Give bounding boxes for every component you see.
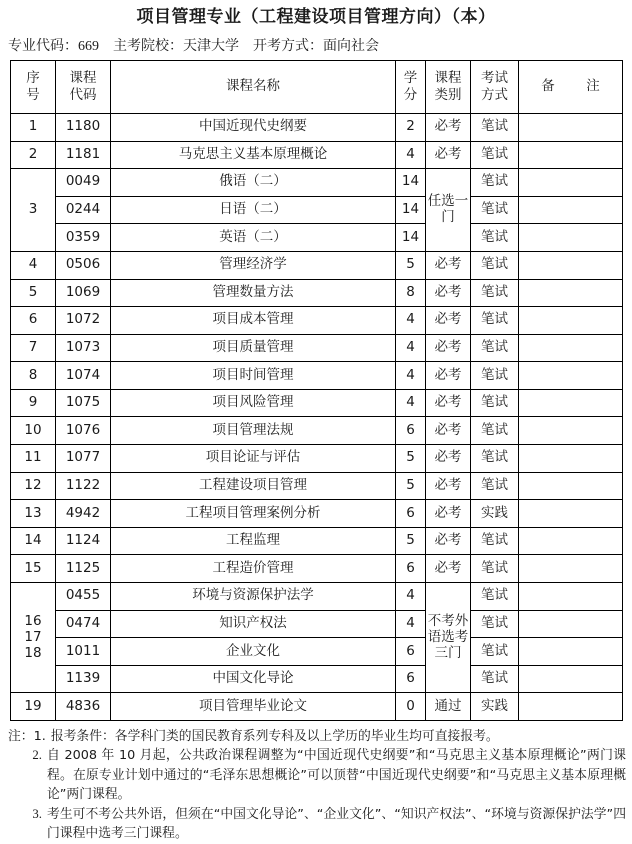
- cell-exam-mode: 笔试: [471, 555, 519, 583]
- cell-exam-mode: 笔试: [471, 583, 519, 611]
- cell-course-code: 0244: [56, 196, 111, 224]
- cell-course-name: 项目质量管理: [111, 334, 396, 362]
- cell-note: [519, 113, 623, 141]
- cell-course-code: 1074: [56, 362, 111, 390]
- column-header-seq-line1: 序: [26, 70, 40, 87]
- cell-seq: 5: [11, 279, 56, 307]
- column-header-exam-line1: 考试: [481, 70, 508, 87]
- table-body: [11, 113, 623, 720]
- cell-category: 必考: [426, 307, 471, 335]
- cell-exam-mode: 笔试: [471, 279, 519, 307]
- cell-exam-mode: 笔试: [471, 224, 519, 252]
- cell-course-name: 管理经济学: [111, 251, 396, 279]
- cell-course-code: 1075: [56, 389, 111, 417]
- cell-credit: 6: [396, 417, 426, 445]
- column-header-note-text: 备 注: [541, 77, 609, 94]
- cell-seq-group: 3: [11, 169, 56, 252]
- note-item: [8, 746, 626, 804]
- cell-course-name: 管理数量方法: [111, 279, 396, 307]
- cell-seq: 2: [11, 141, 56, 169]
- table-row: [11, 362, 623, 390]
- cell-seq: 14: [11, 527, 56, 555]
- column-header-exam: [471, 60, 519, 113]
- table-row: [11, 224, 623, 252]
- major-meta-line: [0, 31, 632, 60]
- cell-credit: 14: [396, 224, 426, 252]
- table-row: [11, 141, 623, 169]
- cell-category-group: 任选一门: [426, 169, 471, 252]
- cell-category: 必考: [426, 334, 471, 362]
- notes-block: [0, 727, 632, 844]
- page-title: 项目管理专业（工程建设项目管理方向）（本）: [136, 7, 496, 27]
- cell-note: [519, 417, 623, 445]
- table-row: [11, 307, 623, 335]
- major-code-label: 专业代码：: [8, 37, 78, 54]
- cell-credit: 6: [396, 500, 426, 528]
- cell-credit: 4: [396, 307, 426, 335]
- cell-seq: 19: [11, 693, 56, 721]
- cell-course-name: 工程造价管理: [111, 555, 396, 583]
- column-header-credit: [396, 60, 426, 113]
- cell-credit: 5: [396, 445, 426, 473]
- cell-course-name: 项目成本管理: [111, 307, 396, 335]
- cell-note: [519, 500, 623, 528]
- cell-seq: 8: [11, 362, 56, 390]
- cell-category: 必考: [426, 500, 471, 528]
- cell-note: [519, 527, 623, 555]
- curriculum-table: [10, 60, 623, 721]
- cell-course-code: 1077: [56, 445, 111, 473]
- cell-course-code: 1181: [56, 141, 111, 169]
- note-number: 1.: [33, 729, 46, 744]
- cell-category: 必考: [426, 555, 471, 583]
- cell-exam-mode: 笔试: [471, 307, 519, 335]
- note-text: 报考条件：各学科门类的国民教育系列专科及以上学历的毕业生均可直接报考。: [50, 729, 499, 744]
- cell-note: [519, 389, 623, 417]
- cell-seq: 10: [11, 417, 56, 445]
- table-row: [11, 279, 623, 307]
- note-number: 3.: [32, 806, 42, 821]
- cell-exam-mode: 笔试: [471, 665, 519, 693]
- cell-note: [519, 169, 623, 197]
- cell-course-name: 项目管理毕业论文: [111, 693, 396, 721]
- cell-note: [519, 472, 623, 500]
- table-row: [11, 583, 623, 611]
- note-item: [8, 805, 626, 844]
- column-header-category: [426, 60, 471, 113]
- column-header-note: [519, 60, 623, 113]
- cell-course-code: 0455: [56, 583, 111, 611]
- cell-credit: 4: [396, 583, 426, 611]
- cell-note: [519, 638, 623, 666]
- table-row: [11, 472, 623, 500]
- cell-course-name: 英语（二）: [111, 224, 396, 252]
- cell-course-code: 1125: [56, 555, 111, 583]
- cell-exam-mode: 笔试: [471, 113, 519, 141]
- cell-credit: 5: [396, 527, 426, 555]
- cell-credit: 14: [396, 169, 426, 197]
- cell-credit: 5: [396, 472, 426, 500]
- table-row: [11, 445, 623, 473]
- cell-exam-mode: 实践: [471, 500, 519, 528]
- cell-category: 必考: [426, 389, 471, 417]
- cell-category: 必考: [426, 251, 471, 279]
- cell-seq: 15: [11, 555, 56, 583]
- cell-credit: 5: [396, 251, 426, 279]
- cell-category: 必考: [426, 141, 471, 169]
- note-text: 自 2008 年 10 月起，公共政治课程调整为“中国近现代史纲要”和“马克思主义基本原理概论”两门课程。在原专业计划中通过的“毛泽东思想概论”可以顶替“中国近现代史纲要”和“马克思主义基本原理概论”两门课程。: [47, 748, 626, 803]
- cell-exam-mode: 笔试: [471, 169, 519, 197]
- cell-exam-mode: 笔试: [471, 362, 519, 390]
- cell-course-code: 4942: [56, 500, 111, 528]
- cell-course-code: 4836: [56, 693, 111, 721]
- cell-category: 必考: [426, 445, 471, 473]
- cell-note: [519, 362, 623, 390]
- table-row: [11, 665, 623, 693]
- table-header-row: [11, 60, 623, 113]
- cell-category: 通过: [426, 693, 471, 721]
- cell-course-code: 1076: [56, 417, 111, 445]
- cell-credit: 4: [396, 389, 426, 417]
- cell-credit: 6: [396, 638, 426, 666]
- table-row: [11, 555, 623, 583]
- cell-exam-mode: 笔试: [471, 251, 519, 279]
- cell-seq: 7: [11, 334, 56, 362]
- column-header-code-line1: 课程: [69, 70, 97, 87]
- table-row: [11, 693, 623, 721]
- cell-course-code: 1180: [56, 113, 111, 141]
- cell-note: [519, 445, 623, 473]
- table-row: [11, 113, 623, 141]
- cell-note: [519, 665, 623, 693]
- cell-course-name: 项目风险管理: [111, 389, 396, 417]
- cell-note: [519, 334, 623, 362]
- cell-note: [519, 555, 623, 583]
- cell-credit: 14: [396, 196, 426, 224]
- cell-course-name: 马克思主义基本原理概论: [111, 141, 396, 169]
- table-row: [11, 500, 623, 528]
- cell-exam-mode: 笔试: [471, 389, 519, 417]
- cell-course-name: 中国文化导论: [111, 665, 396, 693]
- note-text: 考生可不考公共外语，但须在“中国文化导论”、“企业文化”、“知识产权法”、“环境与资源保护法学”四门课程中选考三门课程。: [47, 806, 626, 842]
- cell-note: [519, 693, 623, 721]
- note-number: 2.: [32, 748, 42, 763]
- cell-seq-group: 16 17 18: [11, 583, 56, 693]
- column-header-name: 课程名称: [111, 60, 396, 113]
- cell-course-code: 1139: [56, 665, 111, 693]
- cell-note: [519, 279, 623, 307]
- cell-seq: 13: [11, 500, 56, 528]
- cell-course-code: 1069: [56, 279, 111, 307]
- cell-course-name: 企业文化: [111, 638, 396, 666]
- column-header-seq-line2: 号: [26, 86, 40, 103]
- cell-credit: 4: [396, 362, 426, 390]
- cell-exam-mode: 实践: [471, 693, 519, 721]
- cell-seq: 1: [11, 113, 56, 141]
- cell-note: [519, 251, 623, 279]
- cell-credit: 8: [396, 279, 426, 307]
- cell-course-code: 0506: [56, 251, 111, 279]
- cell-note: [519, 196, 623, 224]
- notes-prefix: 注：: [8, 729, 34, 744]
- cell-course-name: 日语（二）: [111, 196, 396, 224]
- cell-seq: 4: [11, 251, 56, 279]
- cell-course-name: 环境与资源保护法学: [111, 583, 396, 611]
- cell-credit: 4: [396, 334, 426, 362]
- cell-seq: 6: [11, 307, 56, 335]
- table-row: [11, 169, 623, 197]
- host-school-value: 天津大学: [183, 37, 239, 54]
- exam-mode-value: 面向社会: [323, 37, 379, 54]
- cell-seq: 11: [11, 445, 56, 473]
- cell-exam-mode: 笔试: [471, 445, 519, 473]
- cell-course-code: 1124: [56, 527, 111, 555]
- cell-course-name: 项目时间管理: [111, 362, 396, 390]
- cell-seq: 12: [11, 472, 56, 500]
- column-header-category-line2: 类别: [434, 86, 462, 103]
- cell-seq: 9: [11, 389, 56, 417]
- cell-exam-mode: 笔试: [471, 610, 519, 638]
- cell-credit: 4: [396, 610, 426, 638]
- major-code-value: 669: [78, 38, 99, 54]
- table-row: [11, 417, 623, 445]
- cell-category-group: 不考外语选考三门: [426, 583, 471, 693]
- cell-course-code: 0474: [56, 610, 111, 638]
- cell-course-name: 俄语（二）: [111, 169, 396, 197]
- cell-note: [519, 307, 623, 335]
- cell-note: [519, 224, 623, 252]
- cell-course-name: 工程建设项目管理: [111, 472, 396, 500]
- table-row: [11, 251, 623, 279]
- exam-mode-label: 开考方式：: [253, 37, 323, 54]
- cell-course-code: 1073: [56, 334, 111, 362]
- table-row: [11, 527, 623, 555]
- cell-exam-mode: 笔试: [471, 527, 519, 555]
- cell-course-name: 项目管理法规: [111, 417, 396, 445]
- column-header-exam-line2: 方式: [481, 86, 508, 103]
- cell-credit: 6: [396, 555, 426, 583]
- cell-category: 必考: [426, 113, 471, 141]
- cell-course-code: 0049: [56, 169, 111, 197]
- cell-exam-mode: 笔试: [471, 141, 519, 169]
- note-item: [8, 727, 626, 746]
- cell-course-name: 中国近现代史纲要: [111, 113, 396, 141]
- table-row: [11, 638, 623, 666]
- cell-exam-mode: 笔试: [471, 334, 519, 362]
- column-header-code: [56, 60, 111, 113]
- host-school-label: 主考院校：: [113, 37, 183, 54]
- cell-credit: 2: [396, 113, 426, 141]
- table-header: [11, 60, 623, 113]
- cell-category: 必考: [426, 417, 471, 445]
- cell-exam-mode: 笔试: [471, 196, 519, 224]
- cell-note: [519, 583, 623, 611]
- table-row: [11, 334, 623, 362]
- cell-course-name: 项目论证与评估: [111, 445, 396, 473]
- cell-course-code: 0359: [56, 224, 111, 252]
- cell-note: [519, 610, 623, 638]
- cell-exam-mode: 笔试: [471, 417, 519, 445]
- column-header-seq: [11, 60, 56, 113]
- cell-course-name: 知识产权法: [111, 610, 396, 638]
- table-row: [11, 610, 623, 638]
- cell-course-name: 工程项目管理案例分析: [111, 500, 396, 528]
- column-header-credit-line2: 分: [403, 86, 418, 103]
- table-row: [11, 389, 623, 417]
- cell-course-name: 工程监理: [111, 527, 396, 555]
- cell-category: 必考: [426, 279, 471, 307]
- cell-exam-mode: 笔试: [471, 638, 519, 666]
- cell-course-code: 1011: [56, 638, 111, 666]
- cell-course-code: 1072: [56, 307, 111, 335]
- cell-note: [519, 141, 623, 169]
- exam-mode-field: [253, 38, 379, 54]
- cell-category: 必考: [426, 362, 471, 390]
- major-code-field: [8, 38, 99, 54]
- cell-credit: 6: [396, 665, 426, 693]
- cell-exam-mode: 笔试: [471, 472, 519, 500]
- column-header-code-line2: 代码: [69, 86, 97, 103]
- cell-category: 必考: [426, 472, 471, 500]
- cell-course-code: 1122: [56, 472, 111, 500]
- column-header-category-line1: 课程: [434, 70, 462, 87]
- host-school-field: [113, 38, 239, 54]
- cell-credit: 4: [396, 141, 426, 169]
- cell-category: 必考: [426, 527, 471, 555]
- table-row: [11, 196, 623, 224]
- cell-credit: 0: [396, 693, 426, 721]
- column-header-credit-line1: 学: [403, 70, 418, 87]
